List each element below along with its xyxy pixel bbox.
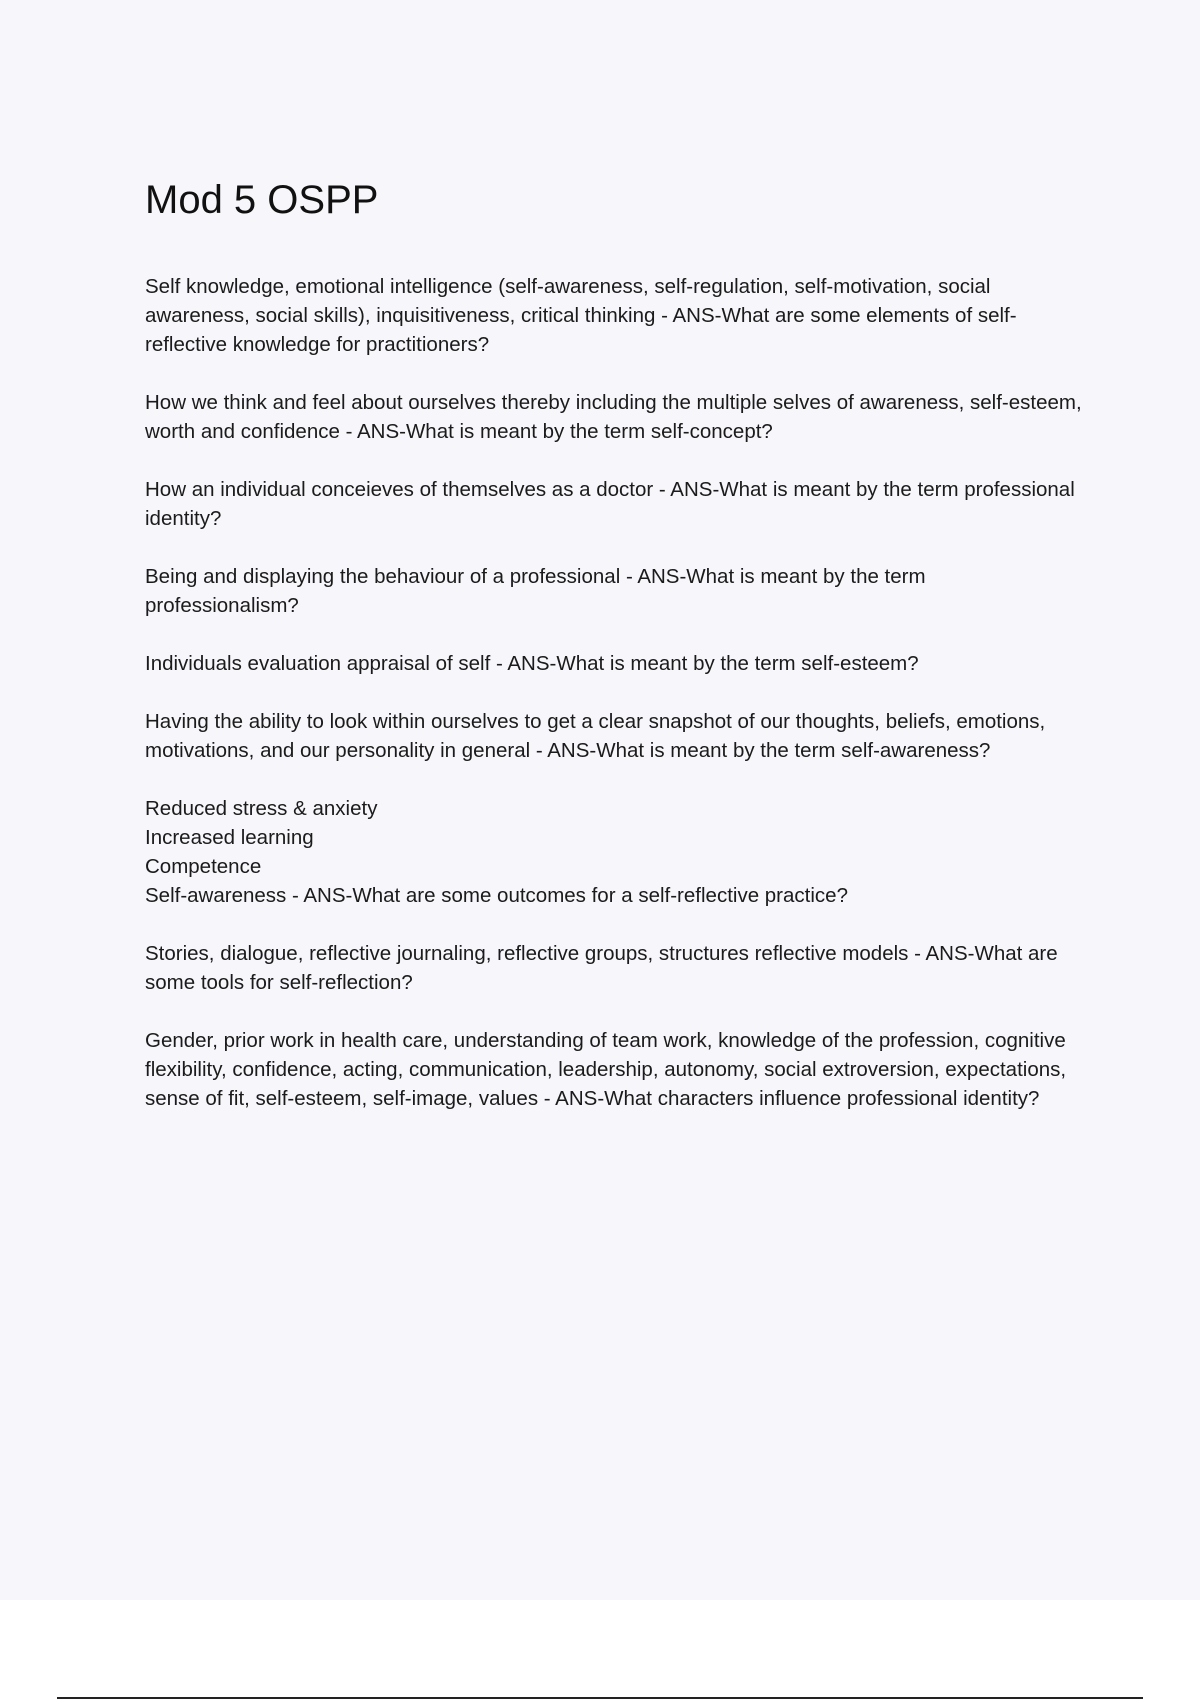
qa-entry: Individuals evaluation appraisal of self - ANS-What is meant by the term self-esteem? xyxy=(145,652,919,675)
qa-entry: Self knowledge, emotional intelligence (self-awareness, self-regulation, self-motivation, social awareness, social skills), inquisitiveness, critical thinking - ANS-What are some elements of self-reflective knowledge for practitioners? xyxy=(145,275,1017,356)
qa-entry: Stories, dialogue, reflective journaling, reflective groups, structures reflective models - ANS-What are some tools for self-reflection? xyxy=(145,942,1058,994)
document-title: Mod 5 OSPP xyxy=(145,178,379,222)
qa-entry: Having the ability to look within ourselves to get a clear snapshot of our thoughts, beliefs, emotions, motivations, and our personality in general - ANS-What is meant by the term self-awareness? xyxy=(145,710,1046,762)
qa-entry: How an individual conceieves of themselves as a doctor - ANS-What is meant by the term professional identity? xyxy=(145,478,1075,530)
qa-entry: How we think and feel about ourselves thereby including the multiple selves of awareness, self-esteem, worth and confidence - ANS-What is meant by the term self-concept? xyxy=(145,391,1082,443)
qa-entry: Gender, prior work in health care, understanding of team work, knowledge of the profession, cognitive flexibility, confidence, acting, communication, leadership, autonomy, social extroversion, expectations, sense of fit, self-esteem, self-image, values - ANS-What characters influence professional identity? xyxy=(145,1029,1067,1110)
qa-entry: Reduced stress & anxiety Increased learning Competence Self-awareness - ANS-What are some outcomes for a self-reflective practice? xyxy=(145,797,848,907)
qa-list xyxy=(145,272,1085,1113)
qa-entry: Being and displaying the behaviour of a professional - ANS-What is meant by the term professionalism? xyxy=(145,565,926,617)
footer-divider xyxy=(57,1697,1143,1699)
document-content xyxy=(145,176,1085,1142)
